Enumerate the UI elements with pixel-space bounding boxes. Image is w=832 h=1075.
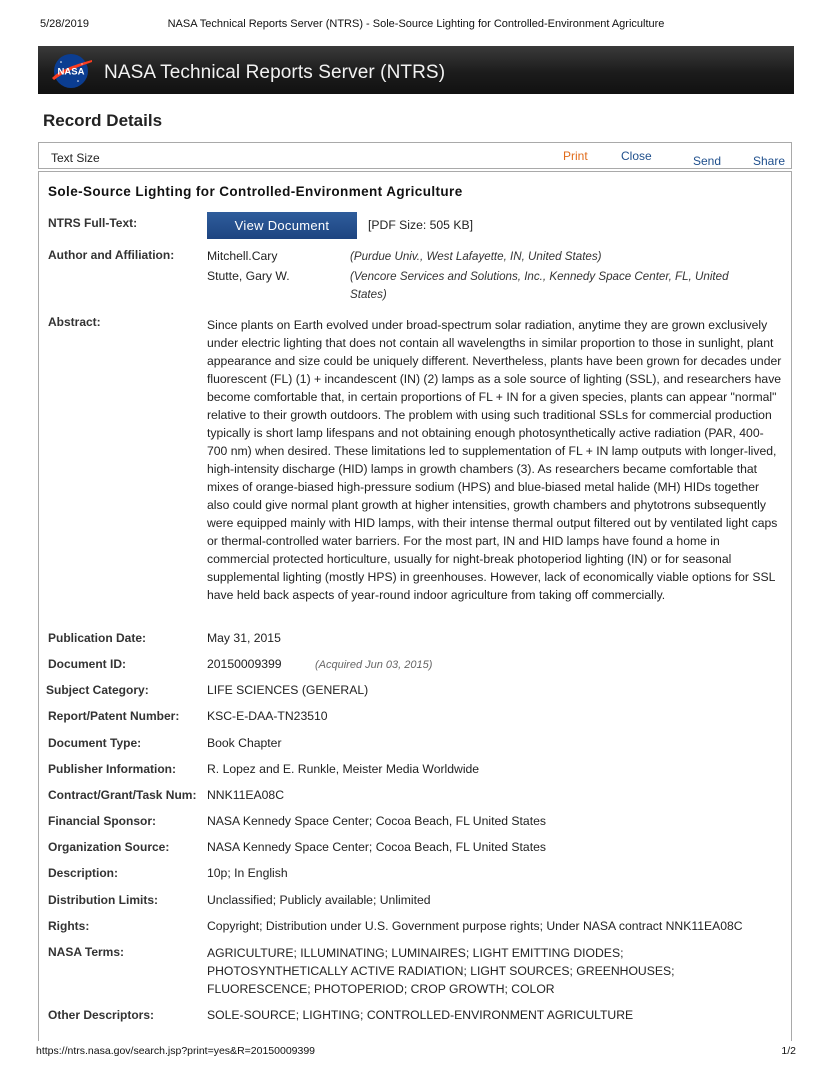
- distribution-limits-value: Unclassified; Publicly available; Unlimited: [207, 893, 431, 907]
- share-link[interactable]: Share: [753, 154, 786, 168]
- publisher-value: R. Lopez and E. Runkle, Meister Media Worldwide: [207, 762, 480, 776]
- financial-sponsor-value: NASA Kennedy Space Center; Cocoa Beach, FL United States: [207, 814, 546, 828]
- rights-label: Rights:: [48, 919, 90, 933]
- document-id-value: 20150009399: [207, 657, 282, 671]
- document-id-label: Document ID:: [48, 657, 126, 671]
- contract-label: Contract/Grant/Task Num:: [48, 788, 197, 802]
- author-name: Mitchell.Cary: [207, 249, 278, 263]
- pdf-size: [PDF Size: 505 KB]: [368, 218, 473, 232]
- print-page-title: NASA Technical Reports Server (NTRS) - Sole-Source Lighting for Controlled-Environment Agriculture: [167, 18, 665, 30]
- document-type-label: Document Type:: [48, 736, 142, 750]
- nasa-terms-label: NASA Terms:: [48, 945, 125, 959]
- subject-category-label: Subject Category:: [46, 683, 149, 697]
- publisher-label: Publisher Information:: [48, 762, 177, 776]
- view-document-button[interactable]: View Document: [207, 212, 357, 239]
- financial-sponsor-label: Financial Sponsor:: [48, 814, 157, 828]
- author-label: Author and Affiliation:: [48, 248, 175, 262]
- subject-category-value: LIFE SCIENCES (GENERAL): [207, 683, 369, 697]
- page-number: 1/2: [781, 1045, 796, 1057]
- other-descriptors-value: SOLE-SOURCE; LIGHTING; CONTROLLED-ENVIRONMENT AGRICULTURE: [207, 1008, 634, 1022]
- description-label: Description:: [48, 866, 119, 880]
- description-value: 10p; In English: [207, 866, 288, 880]
- close-link[interactable]: Close: [621, 149, 652, 163]
- print-header: [40, 18, 792, 32]
- publication-date-value: May 31, 2015: [207, 631, 281, 645]
- send-link[interactable]: Send: [693, 154, 722, 168]
- author-affiliation: (Vencore Services and Solutions, Inc., Kennedy Space Center, FL, United States): [350, 270, 729, 301]
- print-url: https://ntrs.nasa.gov/search.jsp?print=yes&R=20150009399: [36, 1045, 316, 1057]
- nasa-logo-icon[interactable]: [48, 52, 94, 90]
- abstract-text: Since plants on Earth evolved under broad-spectrum solar radiation, anytime they are grown exclusively under electric lighting that does not contain all wavelengths in similar proportion to those in sunlight, plant appearance and size could be uniquely different. Nevertheless, plants have been grown for decades under fluorescent (FL) (1) + incandescent (IN) (2) lamps as a sole source of lighting (SSL), and researchers have become comfortable that, in certain proportions of FL + IN for a given species, plants can appear "normal" relative to their growth outdoors. The problem with using such traditional SSLs for commercial production typically is short lamp lifespans and not obtaining enough photosynthetically active radiation (PAR, 400-700 nm) when desired. These limitations led to supplementation of FL + IN lamp outputs with longer-lived, high-intensity discharge (HID) lamps in growth chambers (3). As researchers became comfortable that mixes of orange-biased high-pressure sodium (HPS) and blue-biased metal halide (MH) HIDs together also could give normal plant growth at higher intensities, growth chambers and phytotrons subsequently were equipped mainly with HID lamps, with their intense thermal output filtered out by ventilated light caps or thermal-controlled water barriers. For the most part, IN and HID lamps have found a home in commercial protected horticulture, usually for night-break photoperiod lighting (IN) or for seasonal supplemental lighting (mostly HPS) in greenhouses. However, lack of economically viable options for SSL have held back aspects of year-round indoor agriculture from taking off commercially.: [207, 318, 782, 602]
- text-size-control[interactable]: Text Size: [51, 151, 100, 165]
- record-details: [38, 171, 792, 1041]
- print-date: 5/28/2019: [40, 18, 89, 30]
- nasa-terms-value: AGRICULTURE; ILLUMINATING; LUMINAIRES; LIGHT EMITTING DIODES; PHOTOSYNTHETICALLY ACTIVE RADIATION; LIGHT SOURCES; GREENHOUSES; FLUORESCENCE; PHOTOPERIOD; CROP GROWTH; COLOR: [207, 946, 675, 996]
- report-number-value: KSC-E-DAA-TN23510: [207, 709, 328, 723]
- publication-date-label: Publication Date:: [48, 631, 147, 645]
- author-affiliation: (Purdue Univ., West Lafayette, IN, United States): [350, 250, 602, 263]
- toolbar: [38, 142, 792, 169]
- rights-value: Copyright; Distribution under U.S. Government purpose rights; Under NASA contract NNK11EA08C: [207, 919, 743, 933]
- other-descriptors-label: Other Descriptors:: [48, 1008, 155, 1022]
- distribution-limits-label: Distribution Limits:: [48, 893, 158, 907]
- document-title: Sole-Source Lighting for Controlled-Environment Agriculture: [48, 184, 463, 199]
- organization-source-value: NASA Kennedy Space Center; Cocoa Beach, FL United States: [207, 840, 546, 854]
- site-banner: [38, 46, 794, 94]
- print-footer: [36, 1045, 796, 1059]
- document-type-value: Book Chapter: [207, 736, 282, 750]
- svg-text:NASA: NASA: [57, 66, 85, 78]
- report-number-label: Report/Patent Number:: [48, 709, 180, 723]
- page-title: Record Details: [43, 111, 163, 130]
- acquired-date: (Acquired Jun 03, 2015): [315, 659, 433, 671]
- abstract-label: Abstract:: [48, 315, 101, 329]
- author-name: Stutte, Gary W.: [207, 269, 290, 283]
- contract-value: NNK11EA08C: [207, 788, 284, 802]
- print-link[interactable]: Print: [563, 149, 588, 163]
- fulltext-label: NTRS Full-Text:: [48, 216, 138, 230]
- site-title[interactable]: NASA Technical Reports Server (NTRS): [104, 62, 446, 83]
- organization-source-label: Organization Source:: [48, 840, 170, 854]
